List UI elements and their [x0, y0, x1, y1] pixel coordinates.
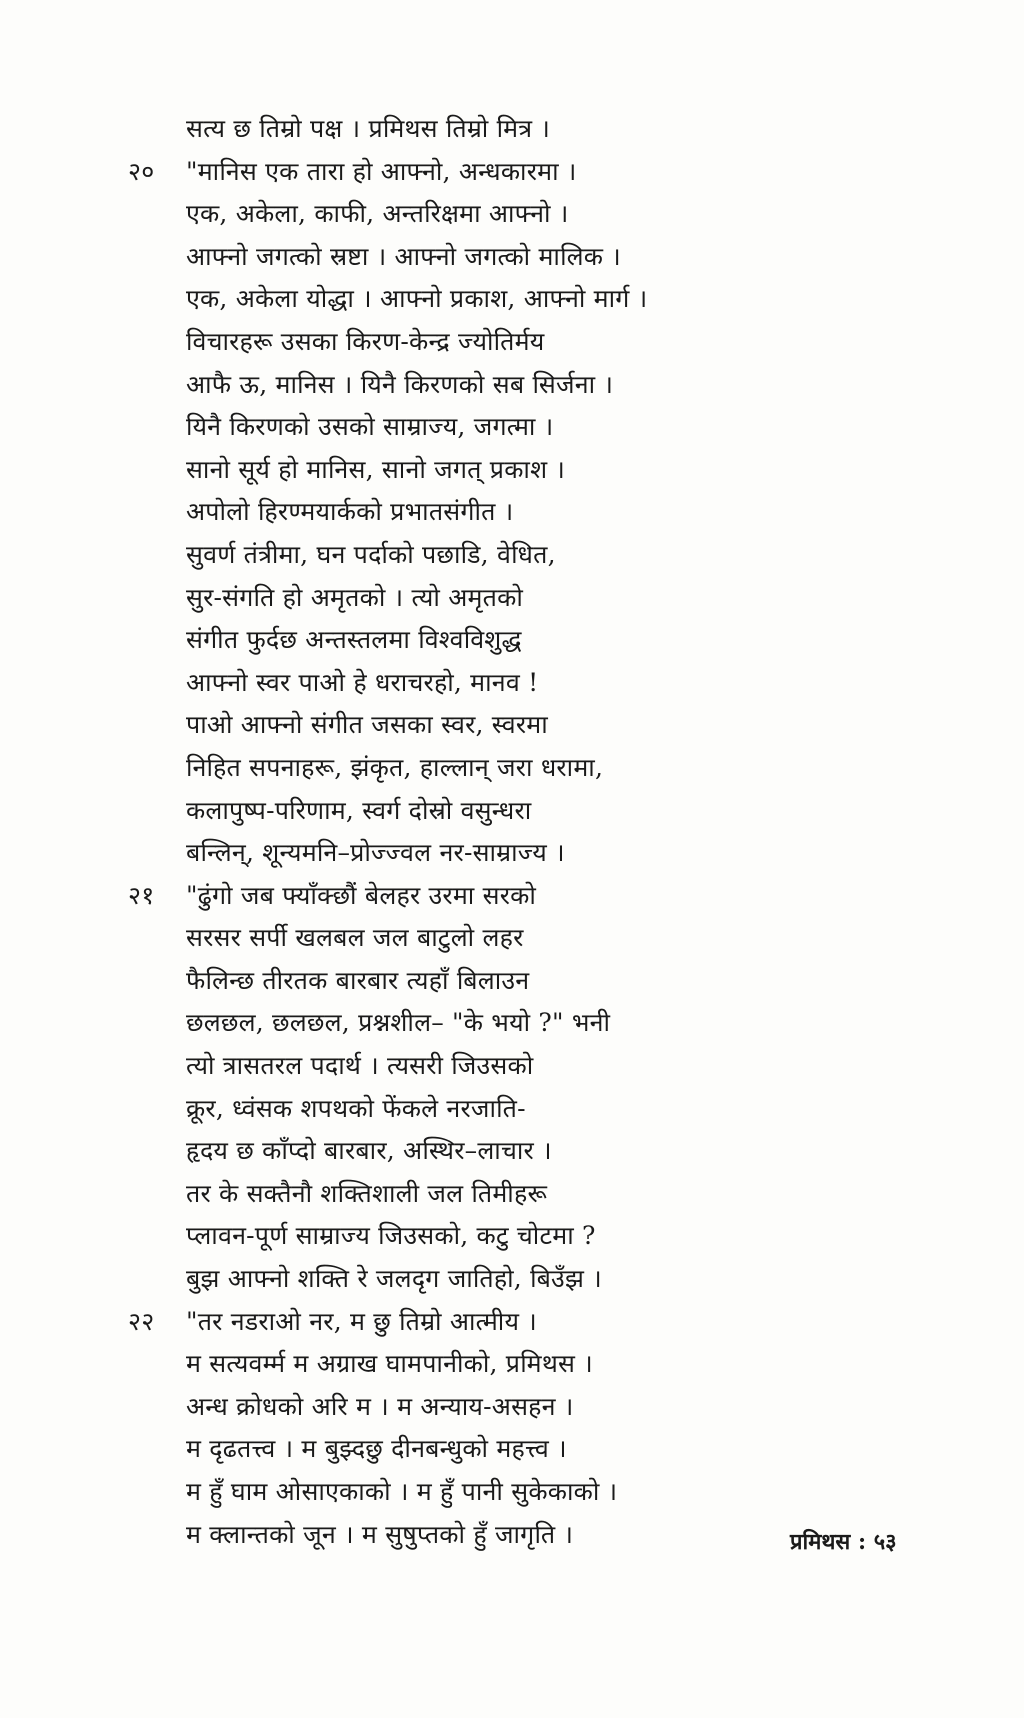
poem-line: [128, 406, 728, 449]
poem-line: [128, 151, 728, 194]
poem-line: [128, 364, 728, 407]
poem-line-text: तर के सक्तैनौ शक्तिशाली जल तिमीहरू: [186, 1178, 548, 1208]
poem-line-text: संगीत फुर्दछ अन्तस्तलमा विश्वविशुद्ध: [186, 625, 522, 655]
poem-line-text: पाओ आफ्नो संगीत जसका स्वर, स्वरमा: [186, 710, 548, 740]
poem-line-text: सरसर सर्पी खलबल जल बाटुलो लहर: [186, 923, 524, 953]
poem-line-text: सुवर्ण तंत्रीमा, घन पर्दाको पछाडि, वेधित,: [186, 539, 556, 569]
poem-line-text: फैलिन्छ तीरतक बारबार त्यहाँ बिलाउन: [186, 965, 530, 995]
poem-line-text: "ढुंगो जब फ्याँक्छौं बेलहर उरमा सरको: [186, 880, 537, 910]
poem-line: [128, 832, 728, 875]
poem-line: [128, 619, 728, 662]
poem-line: [128, 1428, 728, 1471]
poem-line: [128, 1130, 728, 1173]
page-footer: प्रमिथस : ५३: [790, 1529, 897, 1555]
poem-line-text: "तर नडराओ नर, म छु तिम्रो आत्मीय ।: [186, 1306, 537, 1336]
poem-line-text: क्रूर, ध्वंसक शपथको फेंकले नरजाति-: [186, 1093, 526, 1123]
poem-line-text: आफ्नो स्वर पाओ हे धराचरहो, मानव !: [186, 667, 539, 697]
poem-line-text: म क्लान्तको जून । म सुषुप्तको हुँ जागृति ।: [186, 1519, 574, 1549]
poem-line: [128, 960, 728, 1003]
poem-line-text: छलछल, छलछल, प्रश्नशील– "के भयो ?" भनी: [186, 1008, 611, 1038]
poem-line: [128, 1215, 728, 1258]
poem-line-text: एक, अकेला, काफी, अन्तरिक्षमा आफ्नो ।: [186, 199, 569, 229]
poem-line-text: सत्य छ तिम्रो पक्ष । प्रमिथस तिम्रो मित्र ।: [186, 114, 551, 143]
poem-line: [128, 875, 728, 918]
poem-line-text: म सत्यवर्म्म म अग्राख घामपानीको, प्रमिथस ।: [186, 1349, 593, 1379]
verse-number: २२: [128, 1306, 155, 1336]
poem-line-text: प्लावन-पूर्ण साम्राज्य जिउसको, कटु चोटमा ?: [186, 1221, 596, 1251]
poem-line-text: विचारहरू उसका किरण-केन्द्र ज्योतिर्मय: [186, 326, 545, 356]
verse-number: २१: [128, 880, 155, 910]
poem-line-text: आफै ऊ, मानिस । यिनै किरणको सब सिर्जना ।: [186, 369, 614, 399]
poem-text-block: [128, 108, 728, 1556]
poem-line: [128, 1343, 728, 1386]
poem-line: [128, 1002, 728, 1045]
poem-line: [128, 1386, 728, 1429]
poem-line: [128, 278, 728, 321]
poem-line: [128, 917, 728, 960]
poem-line: [128, 236, 728, 279]
poem-line: [128, 1301, 728, 1344]
poem-line-text: "मानिस एक तारा हो आफ्नो, अन्धकारमा ।: [186, 156, 577, 186]
verse-number: २०: [128, 156, 155, 186]
poem-line-text: म हुँ घाम ओसाएकाको । म हुँ पानी सुकेकाको ।: [186, 1477, 618, 1506]
poem-line: [128, 662, 728, 705]
poem-line-text: अन्ध क्रोधको अरि म । म अन्याय-असहन ।: [186, 1391, 574, 1421]
poem-line: [128, 491, 728, 534]
poem-line-text: आफ्नो जगत्को स्रष्टा । आफ्नो जगत्को मालिक ।: [186, 241, 621, 271]
poem-line: [128, 534, 728, 577]
poem-line-text: यिनै किरणको उसको साम्राज्य, जगत्मा ।: [186, 412, 554, 442]
poem-line-text: म दृढतत्त्व । म बुझ्दछु दीनबन्धुको महत्त्व ।: [186, 1434, 567, 1464]
poem-line: [128, 1088, 728, 1131]
poem-line: [128, 747, 728, 790]
poem-line: [128, 577, 728, 620]
poem-line-text: हृदय छ काँप्दो बारबार, अस्थिर–लाचार ।: [186, 1136, 552, 1166]
poem-line: [128, 1514, 728, 1557]
poem-line: [128, 1258, 728, 1301]
poem-line-text: निहित सपनाहरू, झंकृत, हाल्लान् जरा धरामा,: [186, 752, 604, 782]
poem-line-text: एक, अकेला योद्धा । आफ्नो प्रकाश, आफ्नो मार्ग ।: [186, 284, 648, 314]
poem-line-text: बन्लिन्, शून्यमनि–प्रोज्ज्वल नर-साम्राज्य ।: [186, 838, 565, 868]
poem-line-text: सुर-संगति हो अमृतको । त्यो अमृतको: [186, 582, 524, 612]
poem-line-text: त्यो त्रासतरल पदार्थ । त्यसरी जिउसको: [186, 1051, 534, 1081]
poem-line: [128, 1471, 728, 1514]
poem-line-text: अपोलो हिरण्मयार्कको प्रभातसंगीत ।: [186, 497, 514, 527]
poem-line: [128, 321, 728, 364]
poem-line-text: सानो सूर्य हो मानिस, सानो जगत् प्रकाश ।: [186, 454, 566, 484]
poem-line-text: कलापुष्प-परिणाम, स्वर्ग दोस्रो वसुन्धरा: [186, 795, 532, 825]
poem-line: [128, 790, 728, 833]
poem-line: [128, 193, 728, 236]
poem-line: [128, 449, 728, 492]
poem-line-text: बुझ आफ्नो शक्ति रे जलदृग जातिहो, बिउँझ ।: [186, 1264, 602, 1294]
poem-line: [128, 1173, 728, 1216]
poem-line: [128, 704, 728, 747]
poem-line: [128, 1045, 728, 1088]
poem-line: [128, 108, 728, 151]
